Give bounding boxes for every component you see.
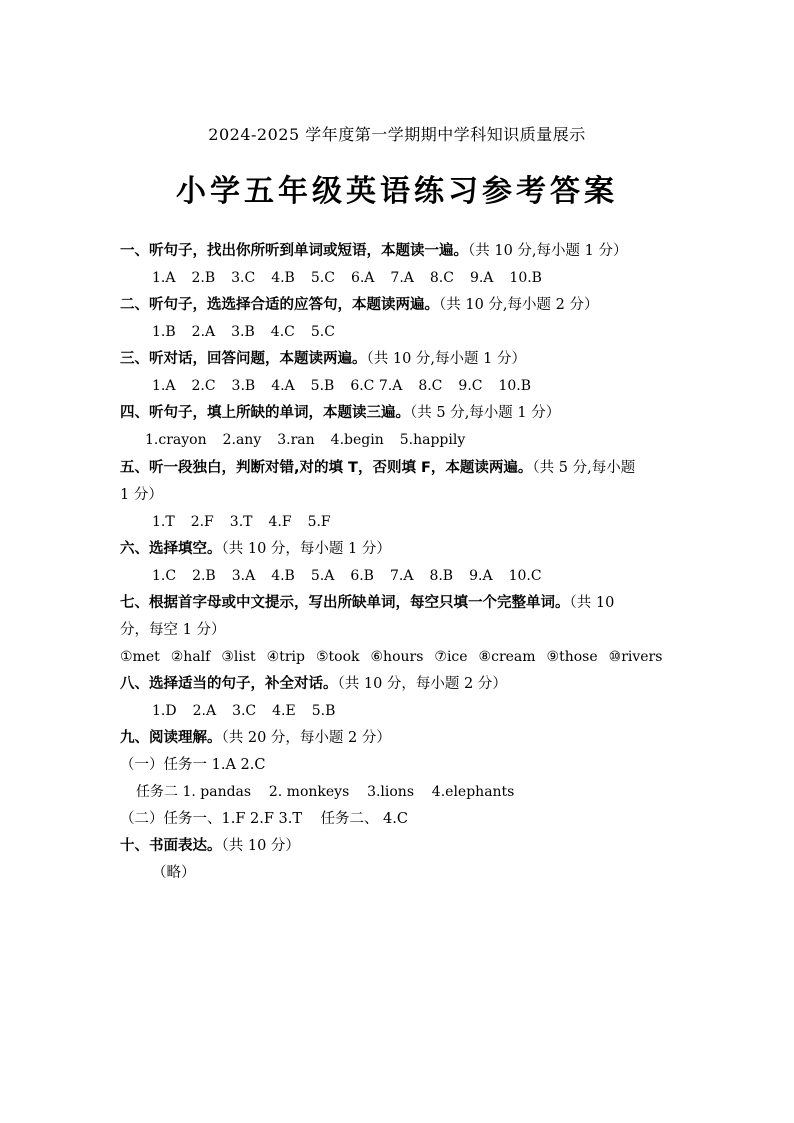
section-10-heading: 十、书面表达。（共 10 分） bbox=[120, 838, 300, 854]
section-2-heading: 二、听句子，选选择合适的应答句，本题读两遍。（共 10 分,每小题 2 分） bbox=[120, 297, 599, 313]
section-8-answers: 1.D 2.A 3.C 4.E 5.B bbox=[152, 703, 336, 719]
section-7-answers: ①met ②half ③list ④trip ⑤took ⑥hours ⑦ice ⑧cream ⑨those ⑩rivers bbox=[120, 649, 663, 665]
section-9-part-2: （二）任务一、1.F 2.F 3.T 任务二、 4.C bbox=[120, 811, 408, 827]
page-title: 小学五年级英语练习参考答案 bbox=[176, 174, 618, 209]
section-5-answers: 1.T 2.F 3.T 4.F 5.F bbox=[152, 514, 331, 530]
section-4-heading: 四、听句子，填上所缺的单词，本题读三遍。（共 5 分,每小题 1 分） bbox=[120, 405, 561, 421]
section-6-heading: 六、选择填空。（共 10 分，每小题 1 分） bbox=[120, 541, 391, 557]
section-5-heading-cont: 1 分） bbox=[120, 487, 163, 503]
section-3-heading: 三、听对话，回答问题，本题读两遍。（共 10 分,每小题 1 分） bbox=[120, 351, 526, 367]
section-10-note: （略） bbox=[152, 865, 196, 881]
section-5-heading: 五、听一段独白，判断对错,对的填 T，否则填 F，本题读两遍。（共 5 分,每小题 bbox=[120, 460, 636, 476]
section-2-answers: 1.B 2.A 3.B 4.C 5.C bbox=[152, 324, 335, 340]
section-4-answers: 1.crayon 2.any 3.ran 4.begin 5.happily bbox=[145, 432, 466, 448]
section-7-heading: 七、根据首字母或中文提示，写出所缺单词，每空只填一个完整单词。（共 10 bbox=[120, 595, 615, 611]
section-9-heading: 九、阅读理解。（共 20 分，每小题 2 分） bbox=[120, 730, 391, 746]
section-8-heading: 八、选择适当的句子，补全对话。（共 10 分，每小题 2 分） bbox=[120, 676, 507, 692]
section-9-part-1: （一）任务一 1.A 2.C bbox=[120, 757, 266, 773]
section-9-task-2: 任务二 1. pandas 2. monkeys 3.lions 4.elephants bbox=[136, 784, 515, 800]
section-7-heading-cont: 分，每空 1 分） bbox=[120, 622, 226, 638]
section-1-heading: 一、听句子，找出你所听到单词或短语，本题读一遍。（共 10 分,每小题 1 分） bbox=[120, 243, 628, 259]
section-6-answers: 1.C 2.B 3.A 4.B 5.A 6.B 7.A 8.B 9.A 10.C bbox=[152, 568, 542, 584]
exam-subtitle: 2024-2025 学年度第一学期期中学科知识质量展示 bbox=[208, 125, 586, 144]
section-1-answers: 1.A 2.B 3.C 4.B 5.C 6.A 7.A 8.C 9.A 10.B bbox=[152, 270, 542, 286]
section-3-answers: 1.A 2.C 3.B 4.A 5.B 6.C 7.A 8.C 9.C 10.B bbox=[152, 378, 532, 394]
